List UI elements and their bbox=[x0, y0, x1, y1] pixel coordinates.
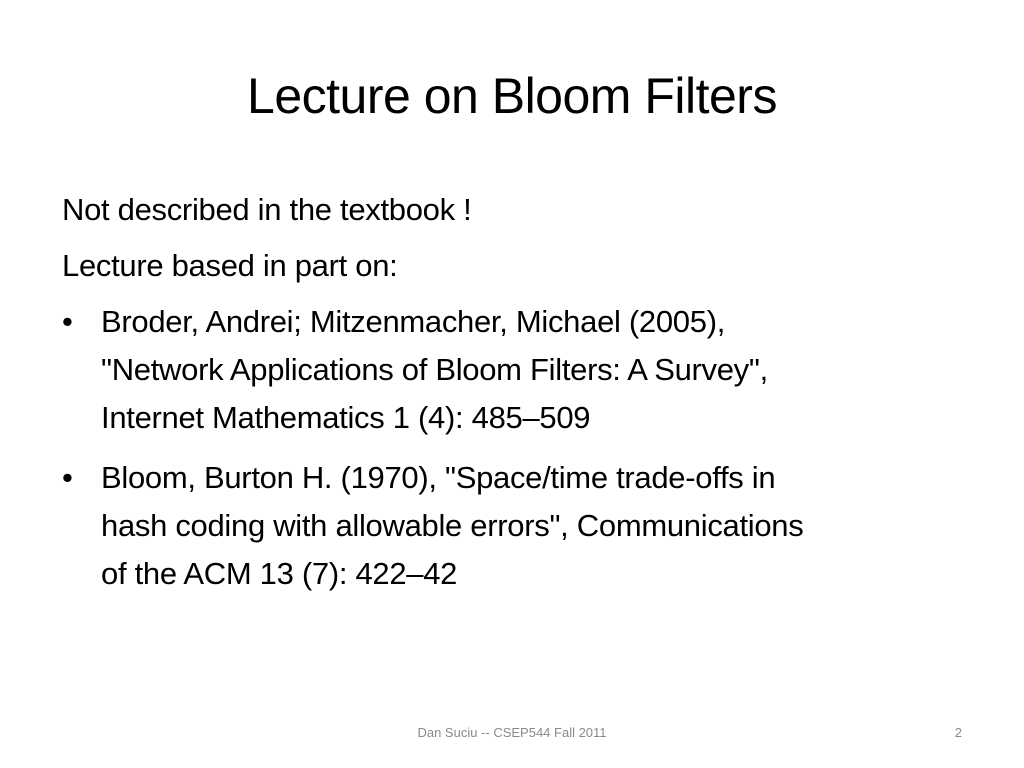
reference-line: hash coding with allowable errors", Communications bbox=[101, 508, 804, 543]
reference-bullet bbox=[62, 454, 972, 598]
bullet-icon: • bbox=[62, 460, 73, 495]
reference-line: "Network Applications of Bloom Filters: A Survey", bbox=[101, 352, 768, 387]
reference-line: of the ACM 13 (7): 422–42 bbox=[101, 556, 458, 591]
slide-footer: Dan Suciu -- CSEP544 Fall 2011 bbox=[417, 725, 607, 740]
reference-bullet bbox=[62, 298, 972, 442]
reference-line: Internet Mathematics 1 (4): 485–509 bbox=[101, 400, 591, 435]
slide-title: Lecture on Bloom Filters bbox=[247, 68, 777, 124]
slide-body bbox=[62, 186, 972, 610]
body-paragraph: Lecture based in part on: bbox=[62, 248, 398, 283]
bullet-icon: • bbox=[62, 304, 73, 339]
reference-line: Broder, Andrei; Mitzenmacher, Michael (2005), bbox=[101, 304, 726, 339]
page-number: 2 bbox=[954, 725, 962, 740]
body-paragraph: Not described in the textbook ! bbox=[62, 192, 472, 227]
reference-line: Bloom, Burton H. (1970), "Space/time trade-offs in bbox=[101, 460, 776, 495]
